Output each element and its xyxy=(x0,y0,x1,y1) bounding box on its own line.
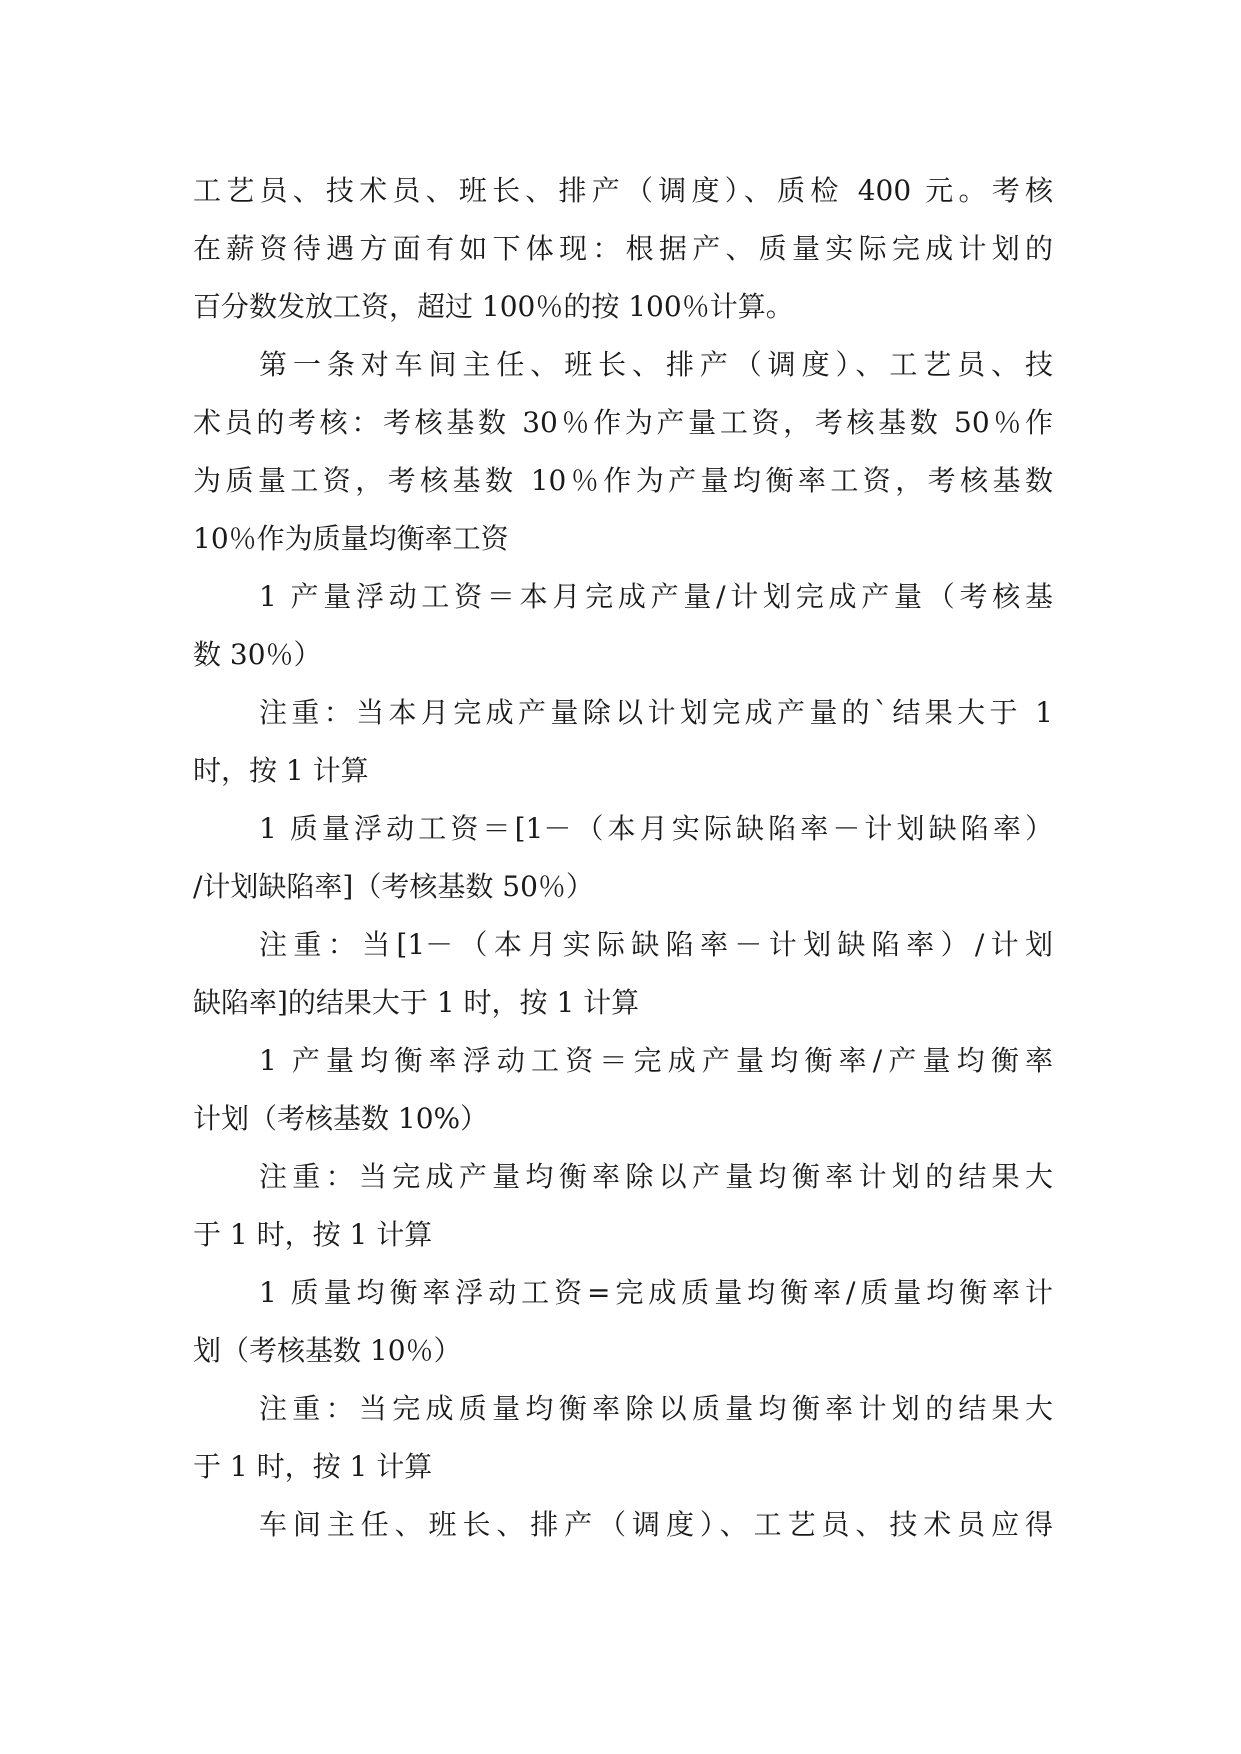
text-line: 于 1 时，按 1 计算 xyxy=(193,1450,433,1483)
text-line: 10％作为质量均衡率工资 xyxy=(193,522,509,555)
text-line: 为质量工资，考核基数 10％作为产量均衡率工资，考核基数 xyxy=(193,464,1053,497)
text-line: 数 30％） xyxy=(193,638,322,671)
text-line: /计划缺陷率]（考核基数 50％） xyxy=(193,870,594,903)
text-line: 于 1 时，按 1 计算 xyxy=(193,1218,433,1251)
text-line: 计划（考核基数 10%） xyxy=(193,1102,489,1135)
text-line: 注重：当本月完成产量除以计划完成产量的`结果大于 1 xyxy=(259,696,1053,729)
text-line: 第一条对车间主任、班长、排产（调度）、工艺员、技 xyxy=(259,348,1053,381)
text-line: 工艺员、技术员、班长、排产（调度）、质检 400 元。考核 xyxy=(193,174,1053,207)
text-line: 1 产量浮动工资＝本月完成产量/计划完成产量（考核基 xyxy=(259,580,1053,613)
text-line: 术员的考核：考核基数 30％作为产量工资，考核基数 50％作 xyxy=(193,406,1053,439)
text-line: 注重：当[1－（本月实际缺陷率－计划缺陷率）/计划 xyxy=(259,928,1053,961)
text-line: 1 质量浮动工资＝[1－（本月实际缺陷率－计划缺陷率） xyxy=(259,812,1053,845)
text-line: 划（考核基数 10％） xyxy=(193,1334,462,1367)
text-line: 注重：当完成产量均衡率除以产量均衡率计划的结果大 xyxy=(259,1160,1053,1193)
document-body xyxy=(193,162,1053,1554)
text-line: 时，按 1 计算 xyxy=(193,754,369,787)
text-line: 车间主任、班长、排产（调度）、工艺员、技术员应得 xyxy=(259,1508,1053,1541)
text-line: 1 质量均衡率浮动工资=完成质量均衡率/质量均衡率计 xyxy=(259,1276,1053,1309)
text-line: 百分数发放工资，超过 100％的按 100％计算。 xyxy=(193,290,794,323)
text-line: 1 产量均衡率浮动工资＝完成产量均衡率/产量均衡率 xyxy=(259,1044,1053,1077)
text-line: 注重：当完成质量均衡率除以质量均衡率计划的结果大 xyxy=(259,1392,1053,1425)
text-line: 在薪资待遇方面有如下体现：根据产、质量实际完成计划的 xyxy=(193,232,1053,265)
text-line: 缺陷率]的结果大于 1 时，按 1 计算 xyxy=(193,986,640,1019)
